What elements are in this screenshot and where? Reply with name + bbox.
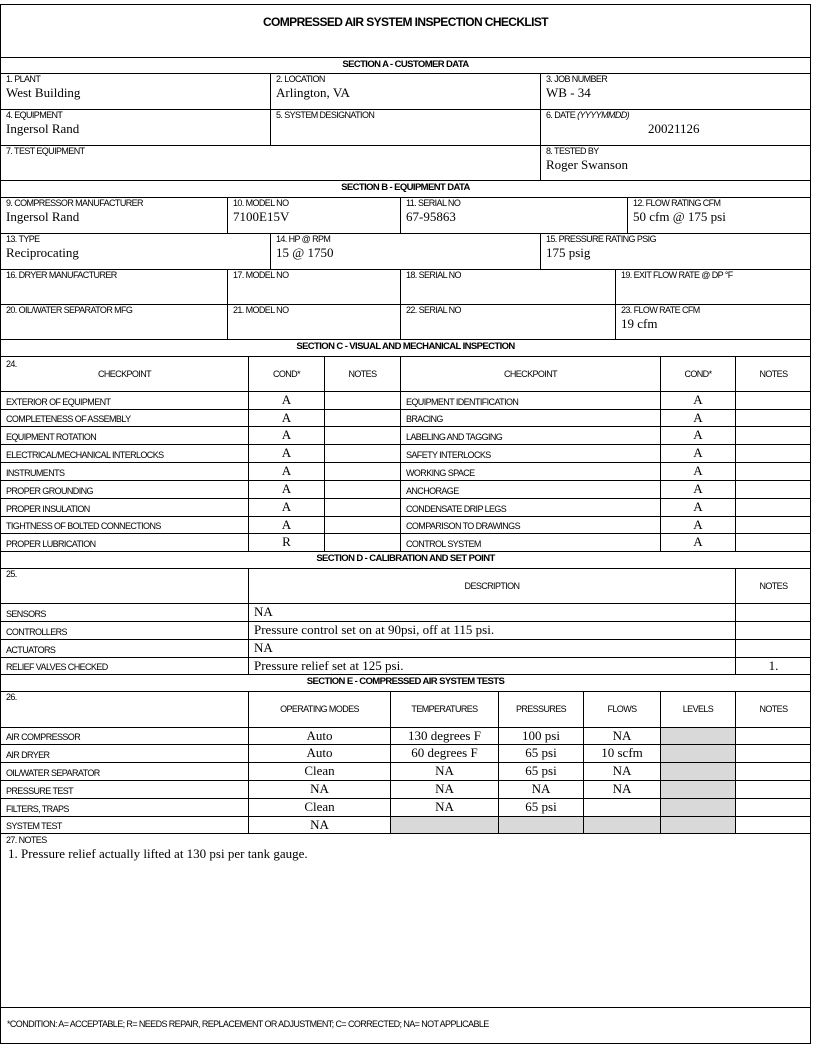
notes-cell[interactable] <box>736 481 811 498</box>
dryer-model-field[interactable] <box>228 270 401 304</box>
levels-cell <box>661 817 736 833</box>
checkpoint-name: CONDENSATE DRIP LEGS <box>401 499 661 516</box>
operating-modes-header: OPERATING MODES <box>249 692 391 727</box>
separator-flow-rate-value: 19 cfm <box>621 316 658 331</box>
system-designation-label: 5. SYSTEM DESIGNATION <box>276 110 375 120</box>
location-label: 2. LOCATION <box>276 74 325 84</box>
temperature-value[interactable]: 130 degrees F <box>391 728 499 744</box>
calibration-description[interactable]: Pressure control set on at 90psi, off at 115 psi. <box>249 622 736 639</box>
operating-mode-value[interactable]: Auto <box>249 728 391 744</box>
notes-cell[interactable] <box>325 463 401 480</box>
calibration-row <box>1 658 810 675</box>
dryer-model-label: 17. MODEL NO <box>233 270 289 280</box>
inspection-row <box>1 499 810 517</box>
serial-no-value: 67-95863 <box>406 209 456 224</box>
inspection-row <box>1 410 810 427</box>
section-c-header: SECTION C - VISUAL AND MECHANICAL INSPECTION <box>1 340 810 357</box>
pressure-value[interactable]: 65 psi <box>499 799 584 816</box>
type-field[interactable] <box>1 234 271 269</box>
checkpoint-name: PROPER INSULATION <box>1 499 249 516</box>
test-equipment-field[interactable] <box>1 146 541 180</box>
condition-value[interactable]: A <box>661 392 736 409</box>
section-e-header: SECTION E - COMPRESSED AIR SYSTEM TESTS <box>1 675 810 692</box>
dryer-serial-field[interactable] <box>401 270 616 304</box>
system-test-row <box>1 817 810 834</box>
notes-cell[interactable] <box>325 427 401 444</box>
checkpoint-name: EQUIPMENT IDENTIFICATION <box>401 392 661 409</box>
test-notes-cell[interactable] <box>736 799 811 816</box>
system-test-row <box>1 745 810 763</box>
flow-value <box>584 817 661 833</box>
operating-mode-value[interactable]: Clean <box>249 763 391 780</box>
notes-cell[interactable] <box>736 392 811 409</box>
hp-rpm-value: 15 @ 1750 <box>276 245 334 260</box>
flows-header: FLOWS <box>584 692 661 727</box>
condition-value[interactable]: A <box>661 445 736 462</box>
condition-value[interactable]: A <box>249 427 325 444</box>
test-item-name: FILTERS, TRAPS <box>1 799 249 816</box>
test-equipment-label: 7. TEST EQUIPMENT <box>6 146 85 156</box>
condition-value[interactable]: A <box>661 427 736 444</box>
equipment-label: 4. EQUIPMENT <box>6 110 63 120</box>
pressure-rating-field[interactable] <box>541 234 811 269</box>
section-d-number: 25. <box>6 569 17 579</box>
job-number-field[interactable] <box>541 74 811 109</box>
notes-cell[interactable] <box>325 517 401 533</box>
checkpoint-name: EXTERIOR OF EQUIPMENT <box>1 392 249 409</box>
pressure-rating-label: 15. PRESSURE RATING PSIG <box>546 234 656 244</box>
notes-cell[interactable] <box>736 463 811 480</box>
cond-header-right: COND* <box>661 357 736 391</box>
notes-header-left: NOTES <box>325 357 401 391</box>
dryer-manufacturer-field[interactable] <box>1 270 228 304</box>
flow-value[interactable]: NA <box>584 728 661 744</box>
separator-flow-rate-label: 23. FLOW RATE CFM <box>621 305 700 315</box>
notes-cell[interactable] <box>736 445 811 462</box>
checkpoint-name: TIGHTNESS OF BOLTED CONNECTIONS <box>1 517 249 533</box>
calibration-item-name: RELIEF VALVES CHECKED <box>1 658 249 674</box>
tested-by-value: Roger Swanson <box>546 157 628 172</box>
calibration-item-name: CONTROLLERS <box>1 622 249 639</box>
temperature-value[interactable]: NA <box>391 799 499 816</box>
equipment-row-2 <box>1 234 810 270</box>
levels-cell <box>661 728 736 744</box>
condition-value[interactable]: A <box>249 481 325 498</box>
form-title-row <box>1 5 810 58</box>
notes-text: 1. Pressure relief actually lifted at 130 psi per tank gauge. <box>8 846 308 861</box>
section-a-header: SECTION A - CUSTOMER DATA <box>1 58 810 74</box>
hp-rpm-field[interactable] <box>271 234 541 269</box>
date-value: 20021126 <box>648 121 700 136</box>
inspection-row <box>1 481 810 499</box>
date-label: 6. DATE <box>546 110 576 120</box>
calibration-description[interactable]: Pressure relief set at 125 psi. <box>249 658 736 674</box>
serial-no-label: 11. SERIAL NO <box>406 198 461 208</box>
calibration-notes[interactable] <box>736 640 811 657</box>
temperature-value[interactable]: NA <box>391 781 499 798</box>
type-label: 13. TYPE <box>6 234 40 244</box>
separator-mfg-label: 20. OIL/WATER SEPARATOR MFG <box>6 305 133 315</box>
pressure-value[interactable]: 65 psi <box>499 745 584 762</box>
checkpoint-name: BRACING <box>401 410 661 426</box>
inspection-row <box>1 392 810 410</box>
test-item-name: SYSTEM TEST <box>1 817 249 833</box>
section-c-number: 24. <box>6 359 17 369</box>
location-field[interactable] <box>271 74 541 109</box>
pressures-header: PRESSURES <box>499 692 584 727</box>
calibration-notes[interactable] <box>736 604 811 621</box>
equipment-row-4 <box>1 305 810 340</box>
flow-rating-label: 12. FLOW RATING CFM <box>633 198 721 208</box>
flow-rating-field[interactable] <box>628 198 811 233</box>
checkpoint-name: WORKING SPACE <box>401 463 661 480</box>
temperature-value[interactable]: NA <box>391 763 499 780</box>
levels-cell <box>661 763 736 780</box>
plant-field[interactable] <box>1 74 271 109</box>
notes-cell[interactable] <box>736 534 811 551</box>
hp-rpm-label: 14. HP @ RPM <box>276 234 331 244</box>
system-test-row <box>1 799 810 817</box>
serial-no-field[interactable] <box>401 198 628 233</box>
condition-value[interactable]: A <box>249 445 325 462</box>
operating-mode-value[interactable]: NA <box>249 817 391 833</box>
calibration-item-name: ACTUATORS <box>1 640 249 657</box>
condition-value[interactable]: A <box>661 499 736 516</box>
condition-value[interactable]: A <box>661 463 736 480</box>
calibration-description[interactable]: NA <box>249 640 736 657</box>
condition-value[interactable]: A <box>249 499 325 516</box>
system-test-row <box>1 781 810 799</box>
flow-value[interactable] <box>584 799 661 816</box>
form-title: COMPRESSED AIR SYSTEM INSPECTION CHECKLIST <box>262 15 549 29</box>
condition-value[interactable]: R <box>249 534 325 551</box>
inspection-row <box>1 463 810 481</box>
test-item-name: AIR DRYER <box>1 745 249 762</box>
checkpoint-name: CONTROL SYSTEM <box>401 534 661 551</box>
notes-cell[interactable] <box>325 499 401 516</box>
checkpoint-name: EQUIPMENT ROTATION <box>1 427 249 444</box>
equipment-row-1 <box>1 198 810 234</box>
model-no-field[interactable] <box>228 198 401 233</box>
condition-value[interactable]: A <box>661 481 736 498</box>
calibration-row <box>1 622 810 640</box>
date-format: (YYYYMMDD) <box>577 110 630 120</box>
dryer-serial-label: 18. SERIAL NO <box>406 270 461 280</box>
pressure-value[interactable]: 65 psi <box>499 763 584 780</box>
levels-header: LEVELS <box>661 692 736 727</box>
separator-model-label: 21. MODEL NO <box>233 305 289 315</box>
levels-cell <box>661 799 736 816</box>
calibration-row <box>1 604 810 622</box>
customer-row-3 <box>1 146 810 181</box>
notes-cell[interactable] <box>325 410 401 426</box>
section-c-column-headers <box>1 357 810 392</box>
calibration-item-name: SENSORS <box>1 604 249 621</box>
type-value: Reciprocating <box>6 245 79 260</box>
date-field[interactable] <box>541 110 811 145</box>
checkpoint-header-left: CHECKPOINT <box>97 368 151 379</box>
section-d-column-headers <box>1 569 810 604</box>
condition-value[interactable]: A <box>661 410 736 426</box>
condition-legend: *CONDITION: A= ACCEPTABLE; R= NEEDS REPAIR, REPLACEMENT OR ADJUSTMENT; C= CORRECTED; NA= NOT APPLICABLE <box>7 1019 489 1029</box>
test-notes-cell[interactable] <box>736 745 811 762</box>
condition-value[interactable]: A <box>249 410 325 426</box>
section-e-notes-header: NOTES <box>759 704 788 714</box>
checkpoint-header-right: CHECKPOINT <box>401 357 661 391</box>
calibration-notes[interactable] <box>736 622 811 639</box>
operating-mode-value[interactable]: Clean <box>249 799 391 816</box>
test-notes-cell[interactable] <box>736 763 811 780</box>
separator-serial-field[interactable] <box>401 305 616 339</box>
separator-flow-rate-field[interactable] <box>616 305 811 339</box>
notes-cell[interactable] <box>325 481 401 498</box>
checkpoint-name: PROPER LUBRICATION <box>1 534 249 551</box>
flow-value[interactable]: NA <box>584 781 661 798</box>
levels-cell <box>661 781 736 798</box>
condition-value[interactable]: A <box>249 517 325 533</box>
inspection-row <box>1 534 810 552</box>
checkpoint-name: PROPER GROUNDING <box>1 481 249 498</box>
tested-by-field[interactable] <box>541 146 811 180</box>
section-e-number: 26. <box>6 692 17 702</box>
test-notes-cell[interactable] <box>736 817 811 833</box>
cond-header-left: COND* <box>249 357 325 391</box>
temperature-value <box>391 817 499 833</box>
exit-flow-rate-label: 19. EXIT FLOW RATE @ DP °F <box>621 270 733 280</box>
temperature-value[interactable]: 60 degrees F <box>391 745 499 762</box>
inspection-row <box>1 427 810 445</box>
equipment-value: Ingersol Rand <box>6 121 80 136</box>
system-designation-field[interactable] <box>271 110 541 145</box>
notes-cell[interactable] <box>325 445 401 462</box>
job-number-label: 3. JOB NUMBER <box>546 74 608 84</box>
calibration-notes[interactable]: 1. <box>768 658 779 673</box>
notes-cell[interactable] <box>736 499 811 516</box>
compressor-manufacturer-value: Ingersol Rand <box>6 209 80 224</box>
test-notes-cell[interactable] <box>736 781 811 798</box>
inspection-form <box>0 4 811 1044</box>
condition-value[interactable]: A <box>661 534 736 551</box>
description-header: DESCRIPTION <box>249 569 736 603</box>
notes-cell[interactable] <box>325 534 401 551</box>
calibration-description[interactable]: NA <box>249 604 736 621</box>
customer-row-2 <box>1 110 810 146</box>
model-no-label: 10. MODEL NO <box>233 198 289 208</box>
checkpoint-name: COMPARISON TO DRAWINGS <box>401 517 661 533</box>
operating-mode-value[interactable]: Auto <box>249 745 391 762</box>
equipment-row-3 <box>1 270 810 305</box>
flow-value[interactable]: 10 scfm <box>584 745 661 762</box>
plant-label: 1. PLANT <box>6 74 41 84</box>
separator-serial-label: 22. SERIAL NO <box>406 305 461 315</box>
dryer-manufacturer-label: 16. DRYER MANUFACTURER <box>6 270 117 280</box>
job-number-value: WB - 34 <box>546 85 591 100</box>
system-test-row <box>1 763 810 781</box>
pressure-value <box>499 817 584 833</box>
system-test-row <box>1 728 810 745</box>
notes-label: 27. NOTES <box>6 835 47 845</box>
model-no-value: 7100E15V <box>233 209 290 224</box>
customer-row-1 <box>1 74 810 110</box>
checkpoint-name: INSTRUMENTS <box>1 463 249 480</box>
condition-value[interactable]: A <box>249 392 325 409</box>
checkpoint-name: SAFETY INTERLOCKS <box>401 445 661 462</box>
separator-mfg-field[interactable] <box>1 305 228 339</box>
test-notes-cell[interactable] <box>736 728 811 744</box>
notes-cell[interactable] <box>736 410 811 426</box>
checkpoint-name: ANCHORAGE <box>401 481 661 498</box>
calibration-row <box>1 640 810 658</box>
levels-cell <box>661 745 736 762</box>
notes-cell[interactable] <box>736 517 811 533</box>
section-d-header: SECTION D - CALIBRATION AND SET POINT <box>1 552 810 569</box>
section-d-notes-header: NOTES <box>759 580 788 591</box>
flow-rating-value: 50 cfm @ 175 psi <box>633 209 726 224</box>
compressor-manufacturer-field[interactable] <box>1 198 228 233</box>
test-item-name: AIR COMPRESSOR <box>1 728 249 744</box>
pressure-value[interactable]: 100 psi <box>499 728 584 744</box>
test-item-name: PRESSURE TEST <box>1 781 249 798</box>
notes-cell[interactable] <box>736 427 811 444</box>
checkpoint-name: COMPLETENESS OF ASSEMBLY <box>1 410 249 426</box>
location-value: Arlington, VA <box>276 85 350 100</box>
notes-header-right: NOTES <box>759 368 788 379</box>
inspection-row <box>1 445 810 463</box>
section-e-column-headers <box>1 692 810 728</box>
test-item-name: OIL/WATER SEPARATOR <box>1 763 249 780</box>
notes-area[interactable] <box>1 834 810 1008</box>
plant-value: West Building <box>6 85 81 100</box>
section-b-header: SECTION B - EQUIPMENT DATA <box>1 181 810 198</box>
condition-value[interactable]: A <box>661 517 736 533</box>
tested-by-label: 8. TESTED BY <box>546 146 599 156</box>
pressure-value[interactable]: NA <box>499 781 584 798</box>
flow-value[interactable]: NA <box>584 763 661 780</box>
inspection-row <box>1 517 810 534</box>
compressor-manufacturer-label: 9. COMPRESSOR MANUFACTURER <box>6 198 143 208</box>
notes-cell[interactable] <box>325 392 401 409</box>
equipment-field[interactable] <box>1 110 271 145</box>
checkpoint-name: ELECTRICAL/MECHANICAL INTERLOCKS <box>1 445 249 462</box>
checkpoint-name: LABELING AND TAGGING <box>401 427 661 444</box>
separator-model-field[interactable] <box>228 305 401 339</box>
pressure-rating-value: 175 psig <box>546 245 591 260</box>
exit-flow-rate-field[interactable] <box>616 270 811 304</box>
condition-value[interactable]: A <box>249 463 325 480</box>
operating-mode-value[interactable]: NA <box>249 781 391 798</box>
temperatures-header: TEMPERATURES <box>391 692 499 727</box>
